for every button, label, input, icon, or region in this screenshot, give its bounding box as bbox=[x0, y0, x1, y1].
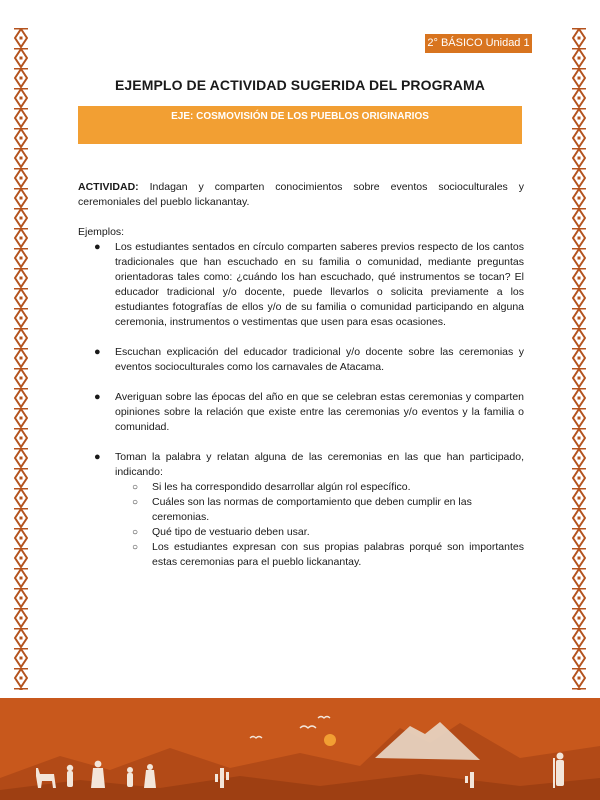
bullet-icon: ● bbox=[94, 391, 101, 403]
axis-label: EJE: COSMOVISIÓN DE LOS PUEBLOS ORIGINARIOS bbox=[171, 111, 429, 122]
right-border-pattern-icon bbox=[572, 28, 586, 690]
circle-bullet-icon: ○ bbox=[132, 527, 139, 538]
list-item: ● Escuchan explicación del educador tradicional y/o docente sobre las ceremonias y eventos socioculturales como los carnavales de Atacama. bbox=[94, 346, 524, 373]
sub-list-item: ○ Qué tipo de vestuario deben usar. bbox=[132, 526, 310, 538]
sub-list bbox=[78, 480, 524, 570]
footer-band bbox=[0, 698, 600, 800]
bullet-icon: ● bbox=[94, 241, 101, 253]
activity-content bbox=[78, 180, 524, 570]
page-title: EJEMPLO DE ACTIVIDAD SUGERIDA DEL PROGRAMA bbox=[114, 77, 486, 93]
activity-label: ACTIVIDAD: bbox=[78, 181, 139, 193]
unit-badge: 2° BÁSICO Unidad 1 bbox=[425, 34, 532, 53]
list-item: ● Los estudiantes sentados en círculo comparten saberes previos respecto de los cantos tradicionales que han escuchado en su familia o comunidad, mediante preguntas orientadoras tales como: ¿cuándo los han escuchado, qué instrumentos se tocan? El educador tradicional y/o docente, puede llevarlos o solicita previamente a los estudiantes fotografías de ellos y/o de su familia o comunidad participando en alguna ceremonia, instrumentos o vestimentas que usen para esas ocasiones. bbox=[94, 241, 524, 328]
circle-bullet-icon: ○ bbox=[132, 482, 139, 493]
sub-list-item: ○ Los estudiantes expresan con sus propias palabras porqué son importantes estas ceremonias para el pueblo lickanantay. bbox=[132, 541, 524, 568]
left-border-pattern-icon bbox=[14, 28, 28, 690]
bullet-icon: ● bbox=[94, 346, 101, 358]
landscape-illustration-icon bbox=[0, 698, 600, 800]
circle-bullet-icon: ○ bbox=[132, 542, 139, 553]
activity-text: Indagan y comparten conocimientos sobre eventos socioculturales y ceremoniales del pueblo lickanantay. bbox=[78, 181, 524, 208]
axis-banner bbox=[78, 106, 522, 144]
sub-list-item: ○ Cuáles son las normas de comportamiento que deben cumplir en las ceremonias. bbox=[132, 496, 472, 523]
circle-bullet-icon: ○ bbox=[132, 497, 139, 508]
examples-label: Ejemplos: bbox=[78, 226, 125, 238]
list-item: ● Averiguan sobre las épocas del año en que se celebran estas ceremonias y comparten opiniones sobre la relación que existe entre las ceremonias y/o eventos y la familia o comunidad. bbox=[94, 391, 524, 433]
sub-list-item: ○ Si les ha correspondido desarrollar algún rol específico. bbox=[132, 481, 411, 493]
bullet-icon: ● bbox=[94, 451, 101, 463]
examples-list bbox=[78, 240, 524, 570]
activity-paragraph bbox=[78, 180, 524, 210]
list-item: ● Toman la palabra y relatan alguna de las ceremonias en las que han participado, indicando: ○ Si les ha correspondido desarrollar algún rol específico. ○ Cuáles son las normas de comportamiento que deben cumplir en las ceremonias. ○ Qué tipo de vestuario deben usar. ○ Los estudiantes expresan con sus propias palabras porqué son importantes estas ceremonias para el pueblo lickanantay. bbox=[78, 450, 524, 570]
